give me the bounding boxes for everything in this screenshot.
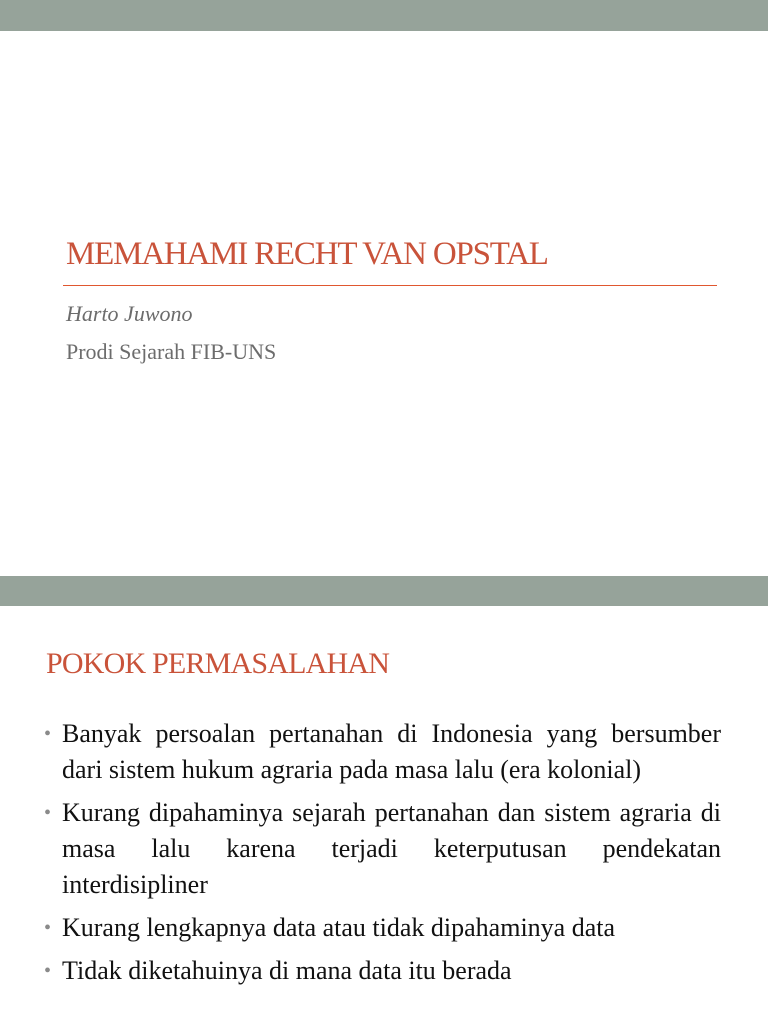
section-heading: POKOK PERMASALAHAN (46, 647, 390, 680)
bullet-list (44, 716, 721, 996)
bullet-item (44, 910, 721, 946)
bullet-icon: • (44, 917, 52, 939)
slide-title: MEMAHAMI RECHT VAN OPSTAL (66, 236, 548, 272)
bullet-icon: • (44, 802, 52, 824)
bullet-item (44, 795, 721, 903)
slide-header-band (0, 0, 768, 31)
author-affiliation: Prodi Sejarah FIB-UNS (66, 339, 277, 364)
author-name: Harto Juwono (66, 301, 193, 326)
slide-separator-band (0, 576, 768, 606)
bullet-text: Kurang lengkapnya data atau tidak dipahaminya data (62, 913, 616, 942)
bullet-text: Kurang dipahaminya sejarah pertanahan dan sistem agraria di masa lalu karena terjadi keterputusan pendekatan interdisipliner (62, 798, 721, 899)
bullet-text: Banyak persoalan pertanahan di Indonesia yang bersumber dari sistem hukum agraria pada masa lalu (era kolonial) (62, 719, 721, 784)
bullet-item (44, 716, 721, 788)
bullet-text: Tidak diketahuinya di mana data itu berada (62, 956, 512, 985)
title-divider (63, 285, 717, 286)
bullet-icon: • (44, 960, 52, 982)
bullet-item (44, 953, 721, 989)
bullet-icon: • (44, 723, 52, 745)
